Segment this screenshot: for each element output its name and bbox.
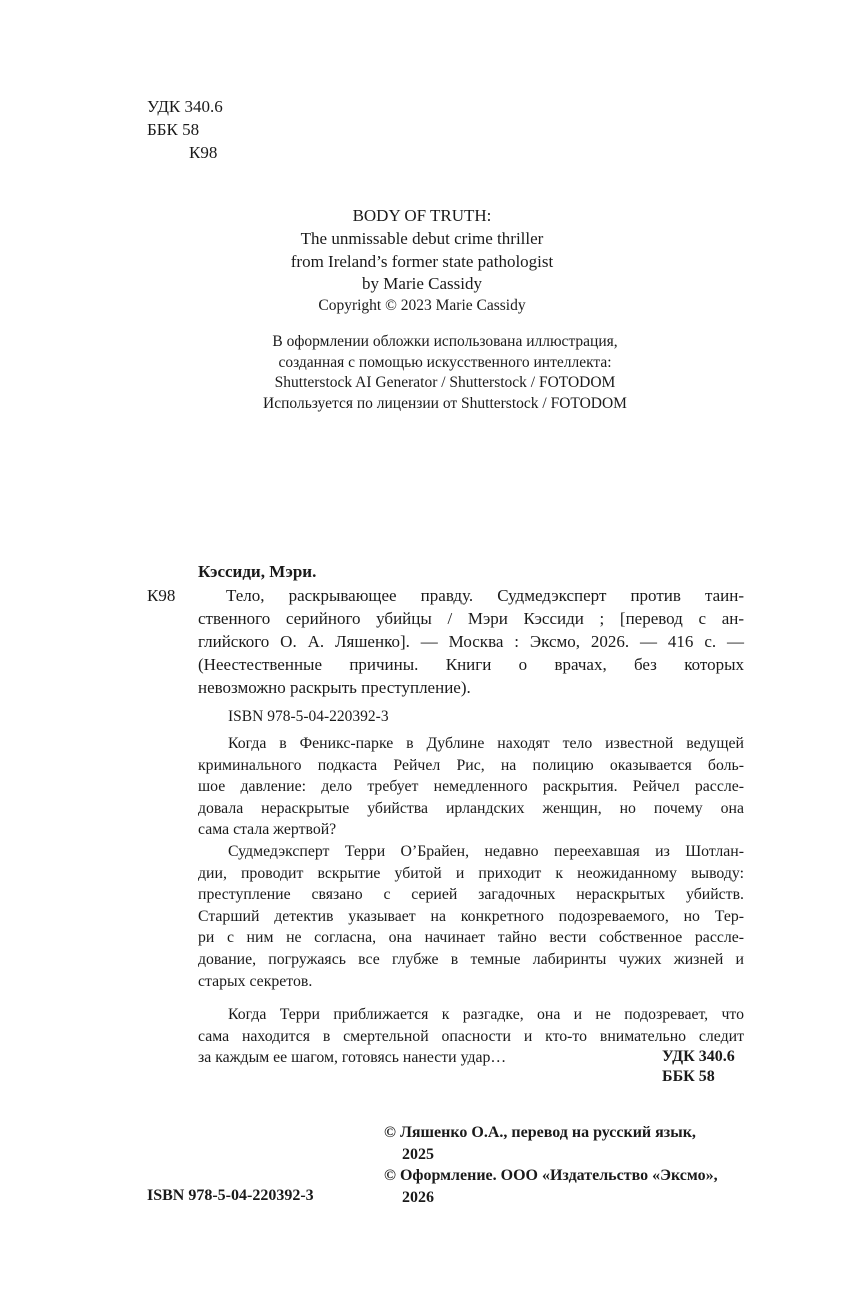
translation-copyright: © Ляшенко О.А., перевод на русский язык, xyxy=(384,1124,696,1141)
bbk-code-bottom: ББК 58 xyxy=(662,1068,715,1085)
annotation xyxy=(198,733,744,1069)
annotation-line: сама стала жертвой? xyxy=(198,821,337,839)
udk-code: УДК 340.6 xyxy=(147,97,223,116)
bib-isbn: ISBN 978-5-04-220392-3 xyxy=(228,708,389,725)
original-copyright: Copyright © 2023 Marie Cassidy xyxy=(318,296,526,314)
annotation-line: Когда Терри приближается к разгадке, она и не подозревает, что xyxy=(228,1006,744,1024)
original-subtitle-line: from Ireland’s former state pathologist xyxy=(290,251,554,271)
annotation-line: Старший детектив указывает на конкретного подозреваемого, но Тер- xyxy=(198,907,744,925)
cover-credit xyxy=(0,332,844,414)
design-copyright-year: 2026 xyxy=(402,1188,434,1206)
original-author: by Marie Cassidy xyxy=(362,274,482,293)
annotation-line: криминального подкаста Рейчел Рис, на полицию оказывается боль- xyxy=(198,756,744,774)
isbn-bottom: ISBN 978-5-04-220392-3 xyxy=(147,1187,314,1204)
bib-line: глийского О. А. Ляшенко]. — Москва : Эксмо, 2026. — 416 с. — xyxy=(198,632,744,651)
annotation-line: Когда в Феникс-парке в Дублине находят тело известной ведущей xyxy=(228,735,744,752)
annotation-paragraph xyxy=(198,733,744,841)
annotation-line: шое давление: дело требует немедленного раскрытия. Рейчел рассле- xyxy=(198,778,744,796)
translation-copyright-year: 2025 xyxy=(402,1145,434,1163)
original-edition-block xyxy=(0,204,844,316)
annotation-line: преступление связано с серией загадочных нераскрытых убийств. xyxy=(198,886,744,904)
bib-line: (Неестественные причины. Книги о врачах, без которых xyxy=(198,655,744,674)
annotation-line: ри с ним не согласна, она начинает тайно вести собственное рассле- xyxy=(198,929,744,947)
copyright-block xyxy=(384,1122,718,1208)
bib-line: невозможно раскрыть преступление). xyxy=(198,678,471,697)
annotation-line: дование, погружаясь все глубже в темные лабиринты чужих жизней и xyxy=(198,950,744,968)
design-copyright: © Оформление. ООО «Издательство «Эксмо», xyxy=(384,1167,718,1185)
bib-line: Тело, раскрывающее правду. Судмедэксперт против таин- xyxy=(226,586,744,605)
original-subtitle-line: The unmissable debut crime thriller xyxy=(300,229,544,248)
bib-author-heading: Кэссиди, Мэри. xyxy=(198,562,317,581)
cover-credit-line: Shutterstock AI Generator / Shutterstock / FOTODOM xyxy=(274,374,616,392)
annotation-line: сама находится в смертельной опасности и кто-то внимательно следит xyxy=(198,1027,744,1045)
cover-credit-line: Используется по лицензии от Shutterstock / FOTODOM xyxy=(263,394,627,412)
bbk-code: ББК 58 xyxy=(147,120,200,139)
cover-credit-line: В оформлении обложки использована иллюстрация, xyxy=(272,333,618,350)
cover-credit-line: созданная с помощью искусственного интеллекта: xyxy=(278,353,612,371)
annotation-line: старых секретов. xyxy=(198,972,313,990)
annotation-line: дии, проводит вскрытие убитой и приходит к неожиданному выводу: xyxy=(198,864,744,882)
bib-description xyxy=(198,585,744,700)
bib-line: ственного серийного убийцы / Мэри Кэссиди ; [перевод с ан- xyxy=(198,609,744,628)
bib-author-mark: К98 xyxy=(147,586,176,605)
annotation-line: за каждым ее шагом, готовясь нанести удар… xyxy=(198,1049,507,1067)
author-mark: К98 xyxy=(189,143,218,162)
annotation-line: довала нераскрытые убийства ирландских женщин, но почему она xyxy=(198,799,744,817)
annotation-paragraph xyxy=(198,841,744,992)
udk-code-bottom: УДК 340.6 xyxy=(662,1048,735,1065)
annotation-line: Судмедэксперт Терри О’Брайен, недавно переехавшая из Шотлан- xyxy=(228,842,744,860)
original-title: BODY OF TRUTH: xyxy=(352,206,492,225)
